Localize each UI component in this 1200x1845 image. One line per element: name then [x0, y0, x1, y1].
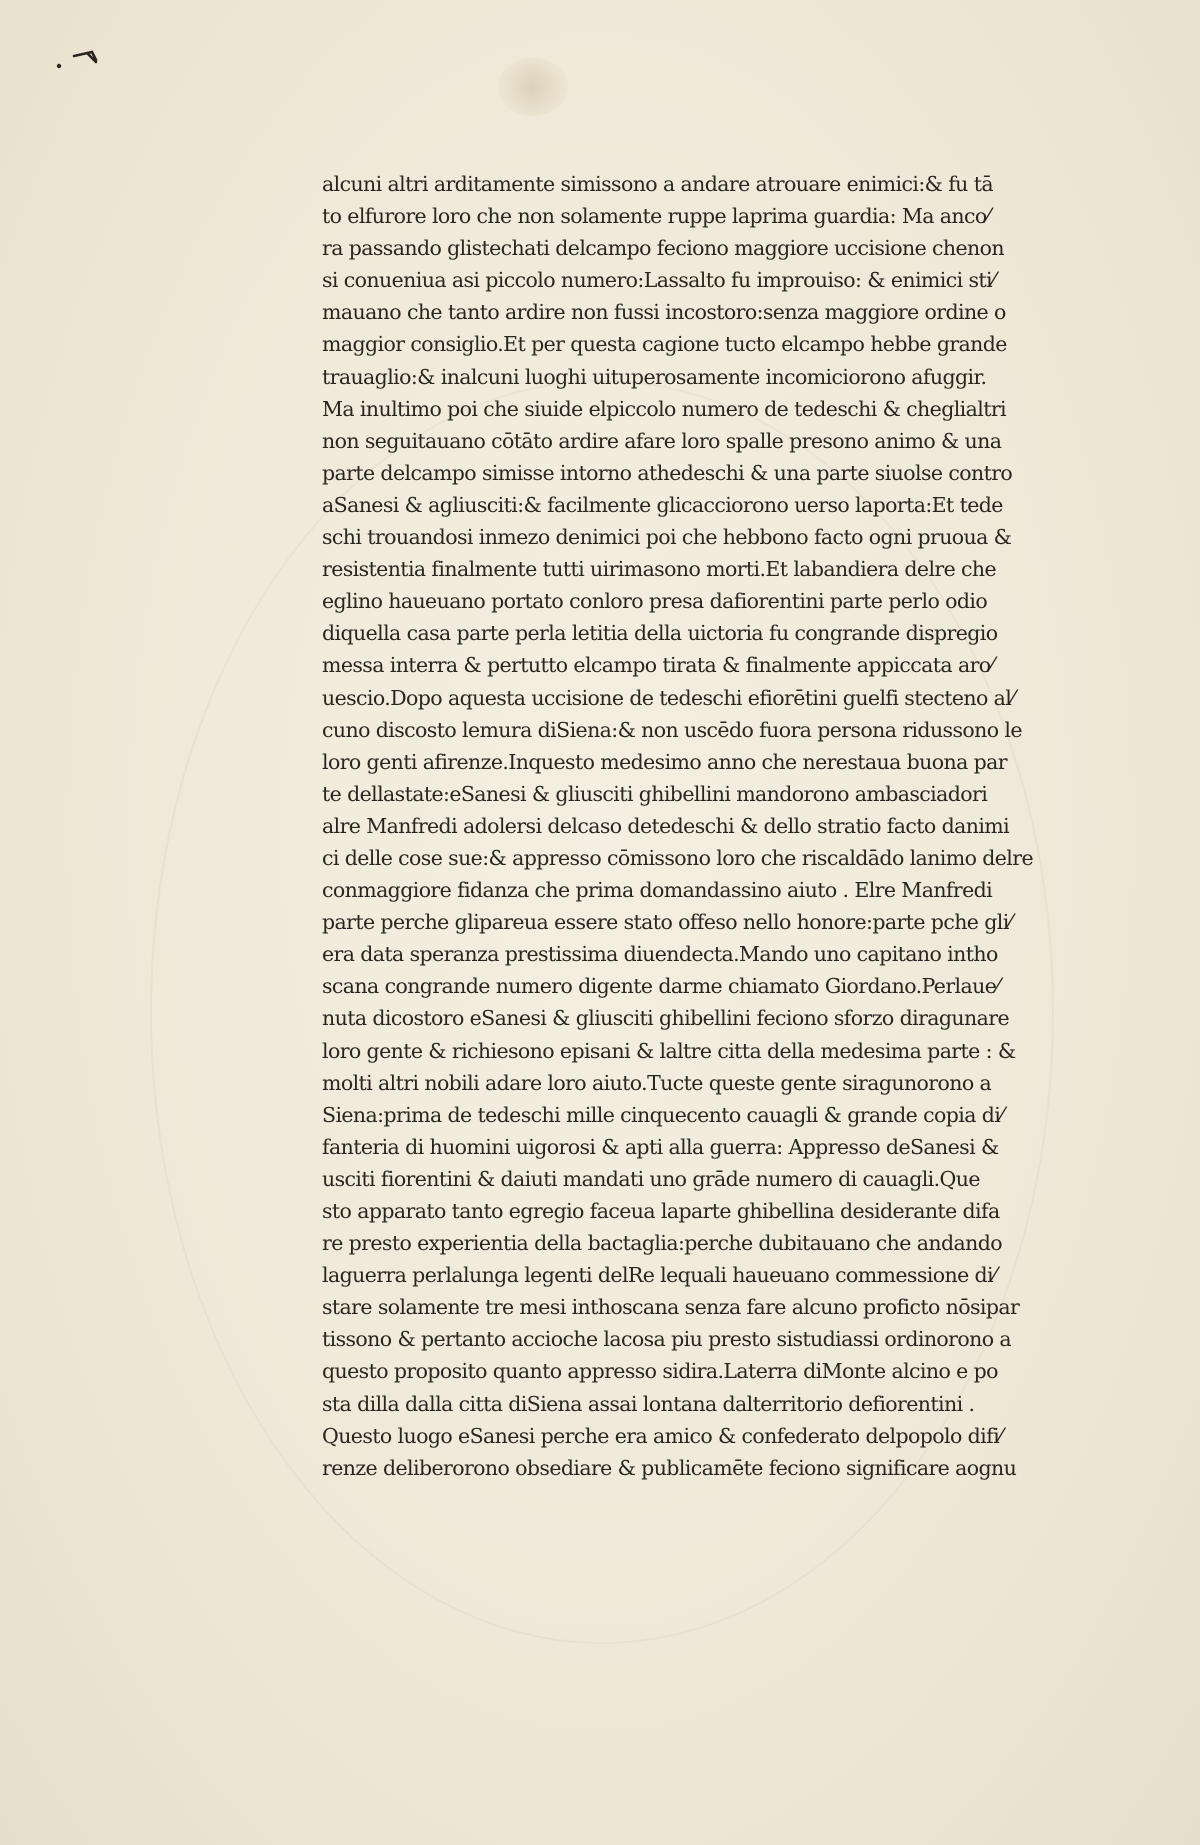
text-line: non seguitauano cōtāto ardire afare loro spalle presono animo & una: [322, 428, 1002, 453]
text-line: te dellastate:eSanesi & gliusciti ghibellini mandorono ambasciadori: [322, 781, 988, 806]
text-line: aSanesi & agliusciti:& facilmente glicacciorono uerso laporta:Et tede: [322, 492, 1003, 517]
text-line: maggior consiglio.Et per questa cagione tucto elcampo hebbe grande: [322, 332, 1007, 357]
text-line: loro gente & richiesono episani & laltre citta della medesima parte : &: [322, 1038, 1016, 1063]
text-line: conmaggiore fidanza che prima domandassino aiuto . Elre Manfredi: [322, 878, 993, 903]
text-line: fanteria di huomini uigorosi & apti alla guerra: Appresso deSanesi &: [322, 1134, 999, 1159]
text-line: Ma inultimo poi che siuide elpiccolo numero de tedeschi & cheglialtri: [322, 396, 1006, 421]
text-line: parte perche glipareua essere stato offeso nello honore:parte pche gli⁄: [322, 910, 1012, 935]
text-line: loro genti afirenze.Inquesto medesimo anno che nerestaua buona par: [322, 749, 1008, 774]
text-line: usciti fiorentini & daiuti mandati uno grāde numero di cauagli.Que: [322, 1166, 980, 1191]
text-line: renze deliberorono obsediare & publicamēte feciono significare aognu: [322, 1455, 1017, 1480]
text-line: sta dilla dalla citta diSiena assai lontana dalterritorio defiorentini .: [322, 1391, 975, 1416]
text-line: to elfurore loro che non solamente ruppe laprima guardia: Ma anco⁄: [322, 204, 990, 229]
text-line: molti altri nobili adare loro aiuto.Tucte queste gente siragunorono a: [322, 1070, 992, 1095]
text-line: ra passando glistechati delcampo feciono maggiore uccisione chenon: [322, 236, 1004, 261]
text-line: trauaglio:& inalcuni luoghi uituperosamente incomiciorono afuggir.: [322, 364, 987, 389]
text-line: parte delcampo simisse intorno athedeschi & una parte siuolse contro: [322, 460, 1013, 485]
text-line: mauano che tanto ardire non fussi incostoro:senza maggiore ordine o: [322, 300, 1006, 325]
text-line: stare solamente tre mesi inthoscana senza fare alcuno proficto nōsipar: [322, 1295, 1020, 1320]
text-line: tissono & pertanto acciochе lacosa piu presto sistudiassi ordinorono a: [322, 1327, 1012, 1352]
text-line: schi trouandosi inmezo denimici poi che hebbono facto ogni pruoua &: [322, 525, 1012, 550]
paper-stain: [498, 58, 568, 116]
text-line: alre Manfredi adolersi delcaso detedeschi & dello stratio facto danimi: [322, 813, 1010, 838]
text-line: laguerra perlalunga legenti delRe lequali haueuano commessione di⁄: [322, 1263, 996, 1288]
text-line: re presto experientia della bactaglia:perche dubitauano che andando: [322, 1231, 1002, 1256]
text-line: ci delle cose sue:& appresso cōmissono loro che riscaldādo lanimo delre: [322, 845, 1033, 870]
text-line: scana congrande numero digente darme chiamato Giordano.Perlaue⁄: [322, 974, 1000, 999]
text-line: eglino haueuano portato conloro presa dafiorentini parte perlo odio: [322, 589, 988, 614]
text-line: Questo luogo eSanesi perche era amico & confederato delpopolo difi⁄: [322, 1423, 1002, 1448]
text-line: Siena:prima de tedeschi mille cinquecento cauagli & grande copia di⁄: [322, 1102, 1004, 1127]
text-line: resistentia finalmente tutti uirimasono morti.Et labandiera delre che: [322, 557, 997, 582]
text-column: [322, 168, 1112, 1484]
ink-mark-icon: [52, 42, 122, 82]
text-line: questo proposito quanto appresso sidira.Laterra diMonte alcino e po: [322, 1359, 998, 1384]
text-line: messa interra & pertutto elcampo tirata & finalmente appiccata aro⁄: [322, 653, 994, 678]
text-line: sto apparato tanto egregio faceua laparte ghibellina desiderante difa: [322, 1199, 1000, 1223]
text-line: era data speranza prestissima diuendecta.Mando uno capitano intho: [322, 942, 998, 967]
text-line: uescio.Dopo aquesta uccisione de tedeschi efiorētini guelfi stecteno al⁄: [322, 685, 1015, 710]
text-line: nuta dicostoro eSanesi & gliusciti ghibellini feciono sforzo diragunare: [322, 1006, 1009, 1031]
text-line: alcuni altri arditamente simissono a andare atrouare enimici:& fu tā: [322, 172, 993, 196]
text-line: si conueniua asi piccolo numero:Lassalto fu improuiso: & enimici sti⁄: [322, 268, 995, 293]
text-line: cuno discosto lemura diSiena:& non uscēdo fuora persona ridussono le: [322, 717, 1022, 742]
text-line: diquella casa parte perla letitia della uictoria fu congrande dispregio: [322, 621, 998, 646]
